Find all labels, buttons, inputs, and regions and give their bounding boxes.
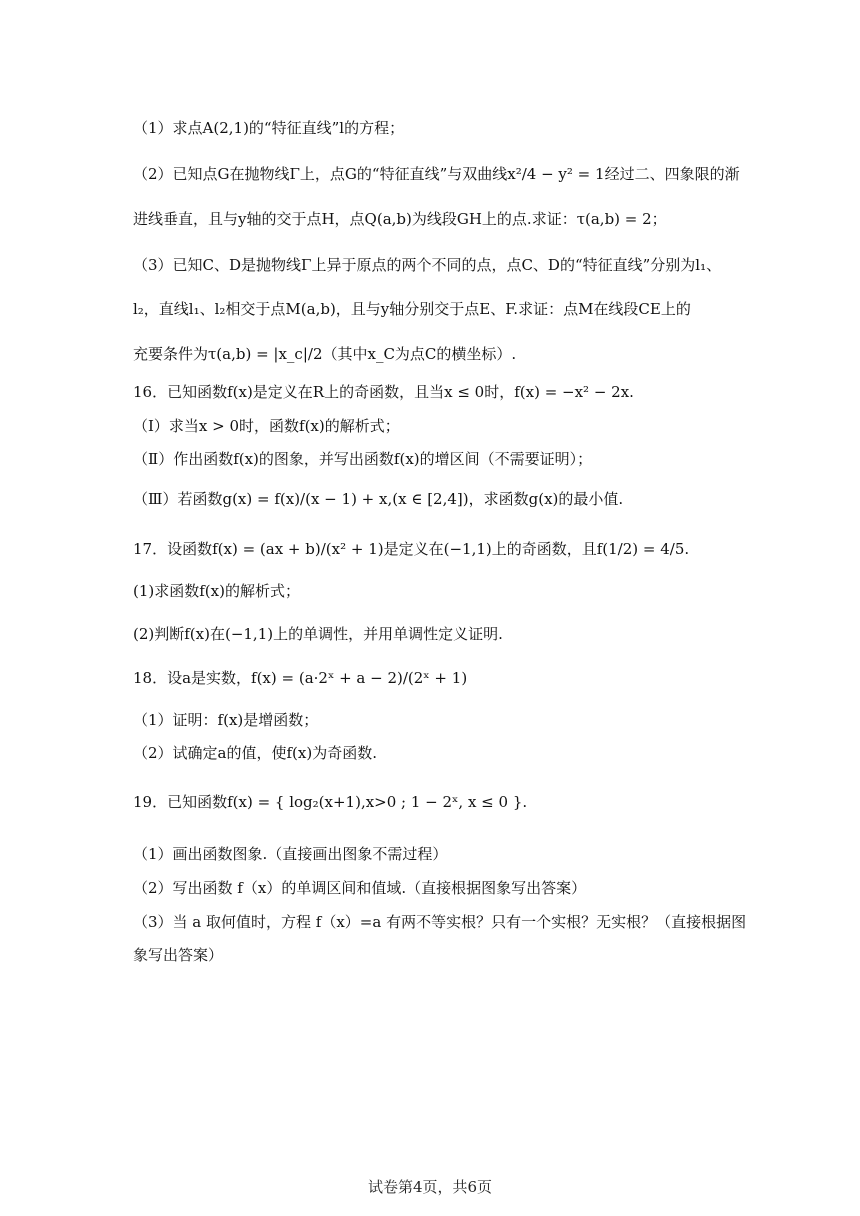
q19-sub3-line1: （3）当 a 取何值时，方程 f（x）=a 有两不等实根？只有一个实根？无实根？（直接根据图 xyxy=(133,913,747,931)
q19-sub2: （2）写出函数 f（x）的单调区间和值域.（直接根据图象写出答案） xyxy=(133,879,587,897)
q19-sub3-line2: 象写出答案） xyxy=(133,946,224,964)
q16-sub1: （Ⅰ）求当x > 0时，函数f(x)的解析式； xyxy=(133,417,400,435)
page-footer: 试卷第4页，共6页 xyxy=(367,1178,493,1196)
q15-sub2-line1: （2）已知点G在抛物线Γ上，点G的“特征直线”与双曲线x²/4 − y² = 1经过二、四象限的渐 xyxy=(133,165,740,183)
q16-sub2: （Ⅱ）作出函数f(x)的图象，并写出函数f(x)的增区间（不需要证明）； xyxy=(133,450,593,468)
q15-sub3-line2: l₂，直线l₁、l₂相交于点M(a,b)，且与y轴分别交于点E、F.求证：点M在线段CE上的 xyxy=(133,300,691,318)
q17-sub1: (1)求函数f(x)的解析式； xyxy=(133,582,300,600)
q16-sub3: （Ⅲ）若函数g(x) = f(x)/(x − 1) + x,(x ∈ [2,4])，求函数g(x)的最小值. xyxy=(133,490,624,508)
q18-stem: 18．设a是实数，f(x) = (a·2ˣ + a − 2)/(2ˣ + 1) xyxy=(133,669,468,687)
q18-sub2: （2）试确定a的值，使f(x)为奇函数. xyxy=(133,744,377,762)
q15-sub2-line2: 进线垂直，且与y轴的交于点H，点Q(a,b)为线段GH上的点.求证：τ(a,b) = 2； xyxy=(133,210,667,228)
q17-sub2: (2)判断f(x)在(−1,1)上的单调性，并用单调性定义证明. xyxy=(133,625,503,643)
q15-sub1: （1）求点A(2,1)的“特征直线”l的方程； xyxy=(133,119,405,137)
q18-sub1: （1）证明：f(x)是增函数； xyxy=(133,711,319,729)
q15-sub3-line1: （3）已知C、D是抛物线Γ上异于原点的两个不同的点，点C、D的“特征直线”分别为l₁、 xyxy=(133,256,722,274)
q15-sub3-line3: 充要条件为τ(a,b) = |x_c|/2（其中x_C为点C的横坐标）. xyxy=(133,345,517,363)
q19-sub1: （1）画出函数图象.（直接画出图象不需过程） xyxy=(133,845,448,863)
q16-stem: 16．已知函数f(x)是定义在R上的奇函数，且当x ≤ 0时，f(x) = −x² − 2x. xyxy=(133,383,634,401)
q17-stem: 17．设函数f(x) = (ax + b)/(x² + 1)是定义在(−1,1)上的奇函数，且f(1/2) = 4/5. xyxy=(133,540,690,558)
q19-stem: 19．已知函数f(x) = { log₂(x+1),x>0 ; 1 − 2ˣ, x ≤ 0 }. xyxy=(133,793,528,811)
